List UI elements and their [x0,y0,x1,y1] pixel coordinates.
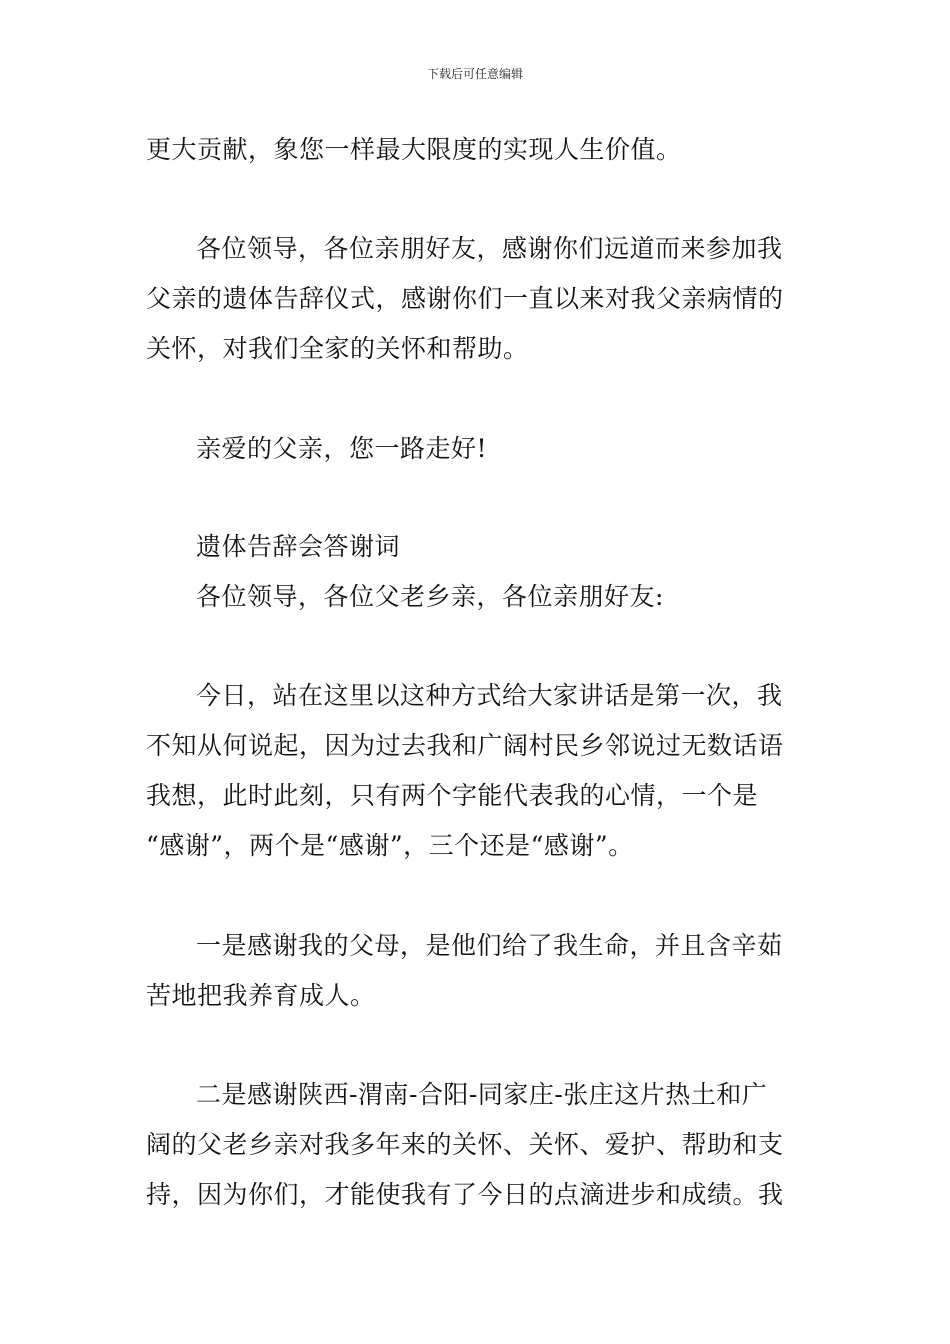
paragraph-line: 更大贡献，象您一样最大限度的实现人生价值。 [146,135,682,164]
paragraph-line: 父亲的遗体告辞仪式，感谢你们一直以来对我父亲病情的 [146,284,784,313]
paragraph-line: 今日，站在这里以这种方式给大家讲话是第一次，我 [196,681,783,710]
paragraph-line: 一是感谢我的父母，是他们给了我生命，并且含辛茹 [196,931,783,960]
paragraph-line: 苦地把我养育成人。 [146,981,376,1010]
paragraph-line: 关怀，对我们全家的关怀和帮助。 [146,334,529,363]
page-header: 下载后可任意编辑 [426,67,523,81]
section-title: 遗体告辞会答谢词 [196,532,401,561]
paragraph-line: 持，因为你们，才能使我有了今日的点滴进步和成绩。我 [146,1180,784,1209]
paragraph-line: “感谢”，两个是“感谢”，三个还是“感谢”。 [146,831,634,860]
paragraph-line: 阔的父老乡亲对我多年来的关怀、关怀、爱护、帮助和支 [146,1130,784,1159]
paragraph-line: 亲爱的父亲，您一路走好! [196,434,488,463]
paragraph-line: 不知从何说起，因为过去我和广阔村民乡邻说过无数话语 [146,731,784,760]
paragraph-line: 我想，此时此刻，只有两个字能代表我的心情，一个是 [146,781,759,810]
paragraph-line: 各位领导，各位亲朋好友，感谢你们远道而来参加我 [196,234,783,263]
paragraph-line: 二是感谢陕西-渭南-合阳-同家庄-张庄这片热土和广 [196,1080,768,1109]
salutation: 各位领导，各位父老乡亲，各位亲朋好友: [196,582,664,611]
